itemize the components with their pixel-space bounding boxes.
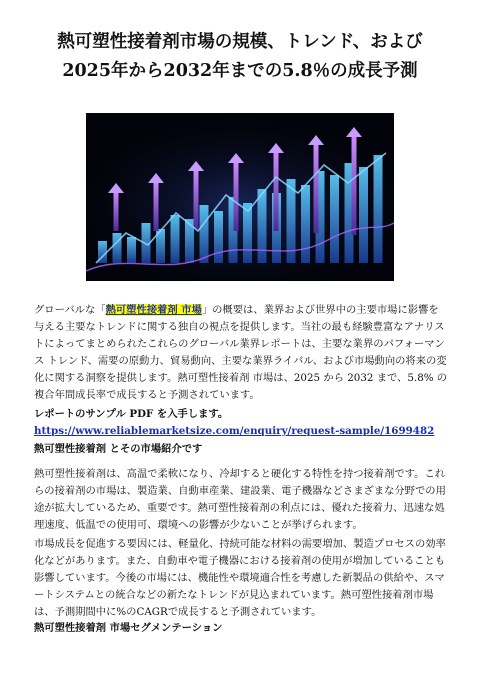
sample-pdf-link[interactable]: https://www.reliablemarketsize.com/enquiry/request-sample/1699482 xyxy=(34,425,435,437)
sample-request xyxy=(34,406,448,440)
market-name-highlight[interactable]: 熱可塑性接着剤 市場 xyxy=(105,304,202,316)
section-heading-intro: 熱可塑性接着剤 とその市場紹介です xyxy=(34,443,203,455)
illustration-bar xyxy=(374,155,383,263)
illustration-bar xyxy=(243,203,252,263)
sample-label: レポートのサンプル PDF を入手します。 xyxy=(34,408,229,420)
illustration-bar xyxy=(258,189,267,263)
title-line-1: 熱可塑性接着剤市場の規模、トレンド、および xyxy=(57,32,423,52)
market-growth-illustration xyxy=(86,113,394,281)
illustration-bar xyxy=(113,233,122,263)
illustration-bar xyxy=(301,185,310,263)
section-heading-segmentation: 熱可塑性接着剤 市場セグメンテーション xyxy=(34,622,223,634)
document-title xyxy=(20,28,460,86)
chart-illustration xyxy=(86,113,394,281)
illustration-bar xyxy=(359,167,368,263)
intro-paragraph xyxy=(34,302,448,404)
section-body-intro: 熱可塑性接着剤は、高温で柔軟になり、冷却すると硬化する特性を持つ接着剤です。これらの接着剤の市場は、製造業、自動車産業、建設業、電子機器などさまざまな分野での用途が拡大しているため、重要です。熱可塑性接着剤の利点には、優れた接着力、迅速な処理速度、低温での使用可、環境への影響が少ないことが挙げられます。 xyxy=(34,468,446,531)
title-line-2: 2025年から2032年までの5.8％の成長予測 xyxy=(62,61,418,81)
illustration-bar xyxy=(127,237,136,263)
intro-body: 」の概要は、業界および世界中の主要市場に影響を与える主要なトレンドに関する独自の視点を提供します。当社の最も経験豊富なアナリストによってまとめられたこれらのグローバル業界レポートは、主要な業界のパフォーマンス トレンド、需要の原動力、貿易動向、主要な業界ライバル、および市場動向の将来の変化に関する洞察を提供します。熱可塑性接着剤 市場は、2025 から 2032 まで、5.8% の複合年間成長率で成長すると予測されています。 xyxy=(34,304,448,401)
intro-prefix: グローバルな「 xyxy=(34,304,106,316)
illustration-bar xyxy=(171,215,180,263)
illustration-bar xyxy=(214,211,223,263)
illustration-bar xyxy=(330,175,339,263)
illustration-bar xyxy=(200,205,209,263)
section-body-growth: 市場成長を促進する要因には、軽量化、持続可能な材料の需要増加、製造プロセスの効率化などがあります。また、自動車や電子機器における接着剤の使用が増加していることも影響しています。今後の市場には、機能性や環境適合性を考慮した新製品の供給や、スマートシステムとの統合などの新たなトレンドが見込まれています。熱可塑性接着剤市場は、予測期間中に%のCAGRで成長すると予測されています。 xyxy=(34,538,446,618)
